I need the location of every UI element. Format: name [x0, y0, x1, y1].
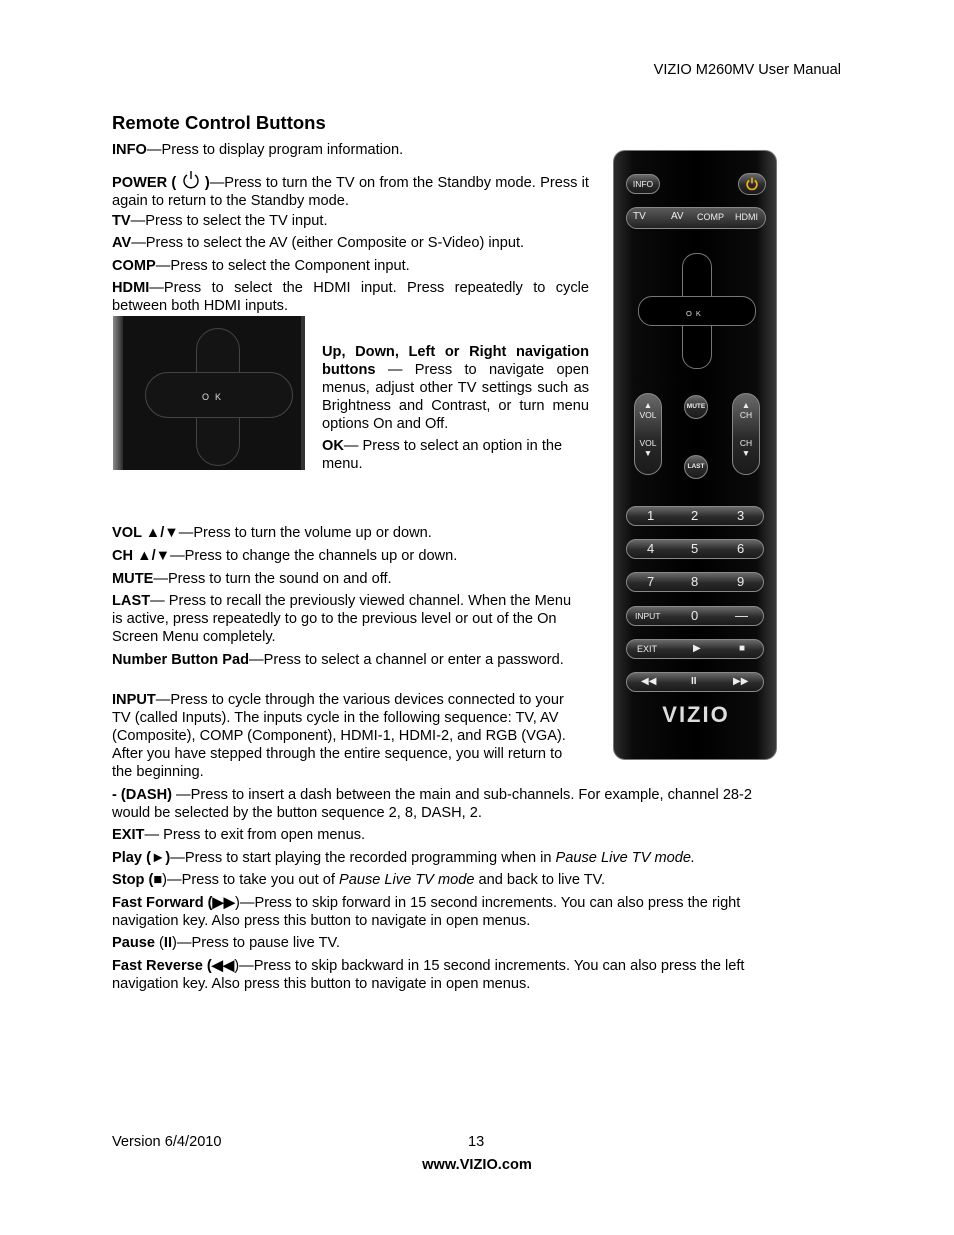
ok-description: OK— Press to select an option in the menu.	[322, 438, 563, 472]
manual-title: VIZIO M260MV User Manual	[653, 62, 841, 78]
section-title: Remote Control Buttons	[112, 112, 326, 133]
remote-num-9: 9	[737, 574, 745, 589]
remote-num-4: 4	[647, 541, 655, 556]
remote-input-bar	[626, 207, 766, 229]
remote-num-2: 2	[691, 508, 699, 523]
ch-description: CH ▲/▼—Press to change the channels up or down.	[112, 548, 458, 564]
remote-last-button: LAST	[684, 455, 708, 479]
remote-num-8: 8	[691, 574, 699, 589]
remote-vol-label-down: VOL	[639, 438, 657, 448]
vol-description: VOL ▲/▼—Press to turn the volume up or down.	[112, 525, 432, 541]
hdmi-description: HDMI—Press to select the HDMI input. Press repeatedly to cycle between both HDMI inputs.	[112, 280, 589, 314]
remote-stop-icon: ■	[739, 643, 746, 654]
nav-description: Up, Down, Left or Right navigation buttons — Press to navigate open menus, adjust other TV settings such as Brightness and Contrast, or turn menu options On and Off.	[322, 344, 589, 432]
remote-control-image	[613, 150, 777, 760]
remote-hdmi-button: HDMI	[735, 212, 758, 222]
remote-ch-down-icon: ▼	[741, 448, 751, 458]
remote-row-789	[626, 572, 764, 592]
remote-rewind-icon: ◀◀	[641, 676, 657, 687]
page-number: 13	[468, 1134, 485, 1150]
remote-exit-button: EXIT	[637, 644, 658, 654]
remote-input-button: INPUT	[635, 611, 661, 621]
remote-num-7: 7	[647, 574, 655, 589]
remote-row-456	[626, 539, 764, 559]
remote-play-icon: ▶	[693, 643, 701, 654]
remote-vol-label-up: VOL	[639, 410, 657, 420]
av-description: AV—Press to select the AV (either Composite or S-Video) input.	[112, 235, 525, 251]
footer-url[interactable]: www.VIZIO.com	[422, 1157, 532, 1173]
remote-ch-label-down: CH	[739, 438, 753, 448]
info-description: INFO—Press to display program information.	[112, 142, 404, 158]
remote-fast-forward-icon: ▶▶	[733, 676, 749, 687]
remote-num-1: 1	[647, 508, 655, 523]
pause-description: Pause (II)—Press to pause live TV.	[112, 935, 340, 951]
remote-ch-up-icon: ▲	[741, 400, 751, 410]
remote-ok-label: OK	[686, 309, 705, 318]
remote-power-button	[738, 173, 766, 195]
footer-version: Version 6/4/2010	[112, 1134, 222, 1150]
remote-vol-down-icon: ▼	[643, 448, 653, 458]
power-description: POWER ( )—Press to turn the TV on from the Standby mode. Press it again to return to the Standby mode.	[112, 170, 589, 210]
remote-num-6: 6	[737, 541, 745, 556]
remote-row-transport	[626, 672, 764, 692]
comp-description: COMP—Press to select the Component input.	[112, 258, 410, 274]
play-description: Play (►)—Press to start playing the recorded programming when in Pause Live TV mode.	[112, 850, 696, 866]
remote-dash-button: —	[735, 608, 748, 623]
fast-forward-description: Fast Forward (▶▶)—Press to skip forward in 15 second increments. You can also press the right navigation key. Also press this button to navigate in open menus.	[112, 895, 741, 929]
remote-av-button: AV	[671, 211, 684, 222]
remote-num-3: 3	[737, 508, 745, 523]
tv-description: TV—Press to select the TV input.	[112, 213, 328, 229]
last-description: LAST— Press to recall the previously viewed channel. When the Menu is active, press repeatedly to go to the previous level or out of the On Screen Menu completely.	[112, 593, 572, 645]
dash-description: - (DASH) —Press to insert a dash between the main and sub-channels. For example, channel 28-2 would be selected by the button sequence 2, 8, DASH, 2.	[112, 787, 753, 821]
fast-reverse-description: Fast Reverse (◀◀)—Press to skip backward in 15 second increments. You can also press the left navigation key. Also press this button to navigate in open menus.	[112, 958, 745, 992]
dpad-photo	[113, 316, 305, 470]
remote-num-0: 0	[691, 608, 699, 623]
numpad-description: Number Button Pad—Press to select a channel or enter a password.	[112, 652, 564, 668]
remote-ch-label-up: CH	[739, 410, 753, 420]
remote-vol-rocker	[634, 393, 662, 475]
stop-description: Stop (■)—Press to take you out of Pause Live TV mode and back to live TV.	[112, 872, 606, 888]
remote-pause-icon: II	[691, 676, 697, 687]
exit-description: EXIT— Press to exit from open menus.	[112, 827, 366, 843]
power-icon	[181, 170, 201, 190]
remote-row-input-0-dash	[626, 606, 764, 626]
input-description: INPUT—Press to cycle through the various devices connected to your TV (called Inputs). The inputs cycle in the following sequence: TV, AV (Composite), COMP (Component), HDMI-1, HDMI-2, and RGB (VGA). After you have stepped through the entire sequence, you will return to the beginning.	[112, 692, 566, 780]
dpad-ok-label: OK	[202, 392, 228, 402]
remote-row-exit-play-stop	[626, 639, 764, 659]
remote-row-123	[626, 506, 764, 526]
remote-brand-logo: VIZIO	[662, 702, 730, 727]
remote-info-button: INFO	[626, 174, 660, 194]
remote-mute-button: MUTE	[684, 395, 708, 419]
remote-vol-up-icon: ▲	[643, 400, 653, 410]
remote-power-icon	[745, 177, 759, 191]
remote-ch-rocker	[732, 393, 760, 475]
remote-comp-button: COMP	[697, 212, 724, 222]
remote-num-5: 5	[691, 541, 699, 556]
mute-description: MUTE—Press to turn the sound on and off.	[112, 571, 392, 587]
remote-tv-button: TV	[633, 211, 646, 222]
